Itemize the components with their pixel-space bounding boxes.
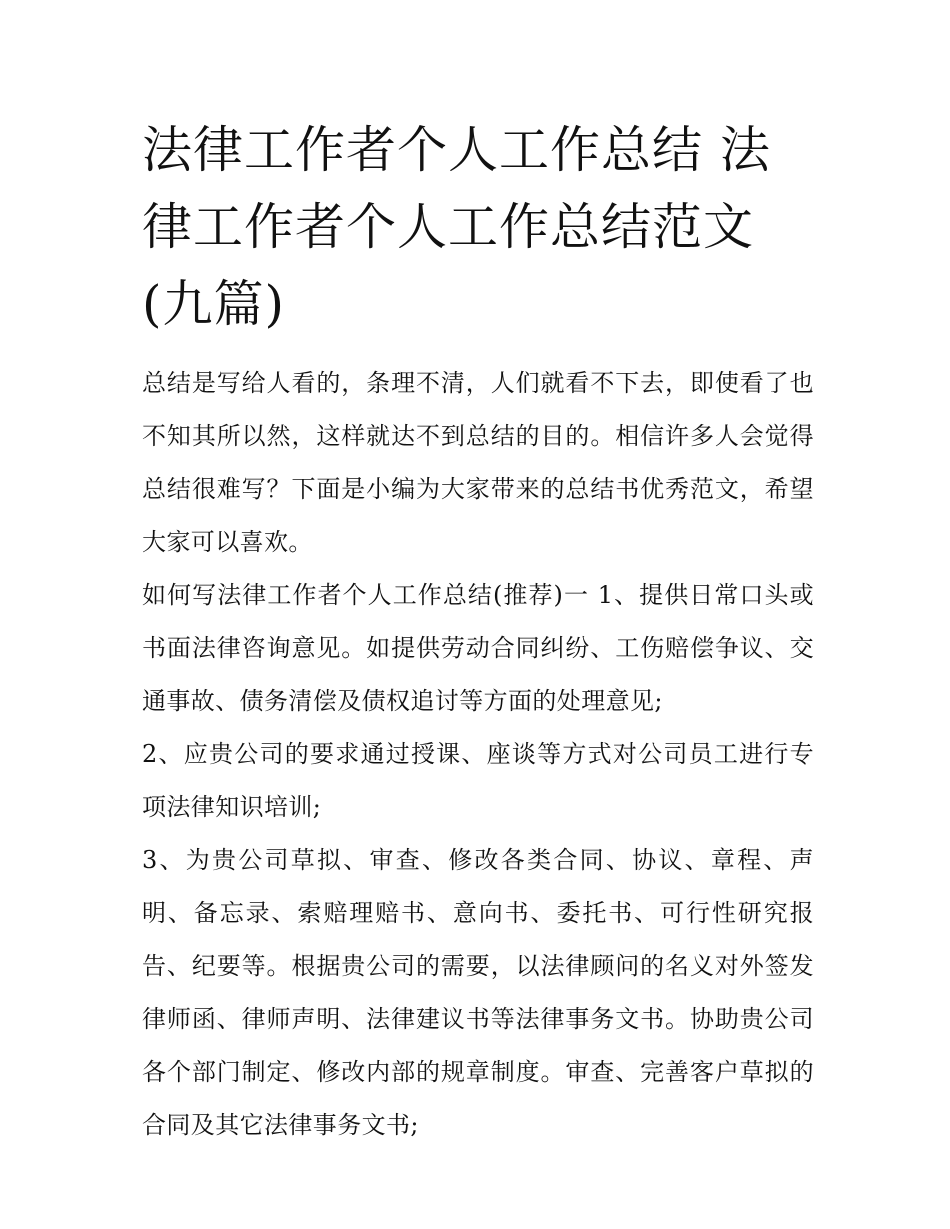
section-one-item-1: 如何写法律工作者个人工作总结(推荐)一 1、提供日常口头或书面法律咨询意见。如提供劳动合同纠纷、工伤赔偿争议、交通事故、债务清偿及债权追讨等方面的处理意见; bbox=[142, 581, 814, 715]
document-title: 法律工作者个人工作总结 法律工作者个人工作总结范文(九篇) bbox=[142, 121, 771, 333]
intro-paragraph: 总结是写给人看的，条理不清，人们就看不下去，即使看了也不知其所以然，这样就达不到总结的目的。相信许多人会觉得总结很难写？下面是小编为大家带来的总结书优秀范文，希望大家可以喜欢。 bbox=[142, 369, 814, 556]
section-one-item-2: 2、应贵公司的要求通过授课、座谈等方式对公司员工进行专项法律知识培训; bbox=[142, 740, 814, 821]
section-one-item-3: 3、为贵公司草拟、审查、修改各类合同、协议、章程、声明、备忘录、索赔理赔书、意向书、委托书、可行性研究报告、纪要等。根据贵公司的需要，以法律顾问的名义对外签发律师函、律师声明、法律建议书等法律事务文书。协助贵公司各个部门制定、修改内部的规章制度。审查、完善客户草拟的合同及其它法律事务文书; bbox=[142, 846, 814, 1139]
document-page bbox=[142, 112, 814, 1152]
document-body bbox=[142, 357, 814, 1152]
